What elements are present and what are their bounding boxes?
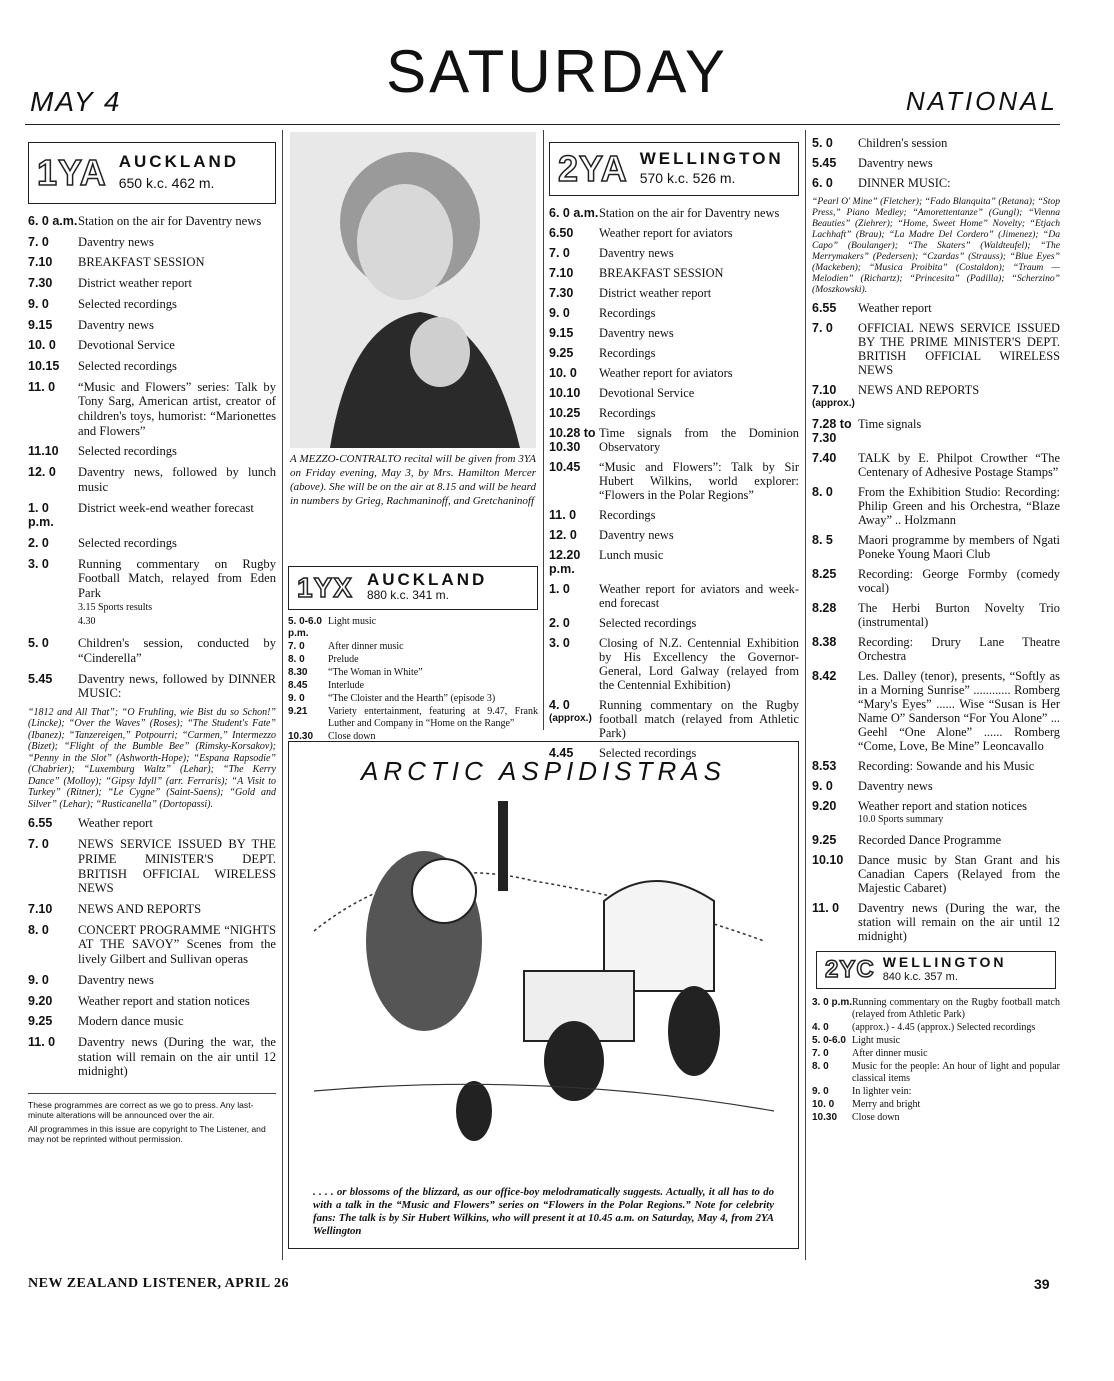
entry-time: 7.10 (28, 902, 53, 916)
entry-time: 3. 0 (28, 556, 49, 571)
entry-description: From the Exhibition Studio: Recording: Philip Green and his Orchestra, “Blaze Away” .. Holzmann (858, 485, 1060, 527)
station-frequency: 840 k.c. 357 m. (882, 971, 958, 983)
entry-description: Recordings (599, 346, 656, 360)
entry-description: Running commentary on the Rugby football match (relayed from Athletic Park) (852, 997, 1060, 1020)
schedule-entry (28, 235, 276, 250)
entry-time: 9. 0 (28, 972, 49, 987)
entry-description: Closing of N.Z. Centennial Exhibition by His Excellency the Governor-General, Lord Galway (relayed from the Centennial Exhibition) (599, 636, 799, 692)
entry-description: Time signals (858, 417, 922, 431)
entry-time: 8.38 (812, 635, 837, 649)
sub-entry: 4.30 (78, 616, 96, 628)
schedule-entry (288, 706, 538, 730)
schedule-entry (812, 1112, 1060, 1124)
schedule-entry (812, 997, 1060, 1021)
entry-time: 4. 0 (812, 1022, 829, 1033)
station-city: AUCKLAND (366, 570, 488, 590)
schedule-entry (28, 672, 276, 701)
entry-time: 1. 0 p.m. (28, 500, 54, 530)
entry-time: 9.25 (28, 1014, 53, 1029)
schedule-entry (28, 557, 276, 631)
entry-description: Prelude (328, 654, 359, 665)
station-2ya-column (549, 142, 799, 766)
cartoon-title: ARCTIC ASPIDISTRAS (361, 756, 726, 786)
entry-time: 9. 0 (288, 693, 305, 704)
entry-description: DINNER MUSIC: (858, 176, 951, 190)
schedule-entry (812, 1086, 1060, 1098)
entry-description: TALK by E. Philpot Crowther “The Centenary of Adhesive Postage Stamps” (858, 451, 1060, 479)
entry-time: 8.53 (812, 759, 837, 773)
issue-date: MAY 4 (30, 86, 122, 117)
station-city: WELLINGTON (639, 149, 784, 169)
entry-time: 12. 0 (549, 528, 577, 542)
schedule-entry (28, 318, 276, 333)
schedule-entry (549, 636, 799, 692)
schedule-entry (28, 973, 276, 988)
entry-time: 4.45 (549, 746, 574, 760)
schedule-entry (549, 616, 799, 630)
entry-time: 5.45 (812, 156, 837, 170)
entry-time: 9.21 (288, 706, 308, 717)
dinner-music-list: “Pearl O' Mine” (Fletcher); “Fado Blanquita” (Retana); “Stop Press,” Piano Medley; “Amorettentanze” (Gungl); “Vienna Beauties” (Ziehrer); “Home, Sweet Home” Novelty; “Etjach Lachhaft” (Brau); “La Madre Del Cordero” (Jimenez); “Da Capo” (Boulanger); “The Skaters” (Waldteufel); “The Merrymakers” (Pedersen); “Czardas” (Strauss); “Blue Eyes” (Mackeben); “Musica Proibita” (Costaldon); “Traum — Melodien” (Richartz); “Princesita” (Padilla); “Scherzino” (Moszkowski). (812, 196, 1060, 295)
entry-time: 12. 0 (28, 465, 56, 480)
entry-description: Interlude (328, 680, 365, 691)
entry-description: Daventry news (During the war, the station will remain on the air until 12 midnight) (858, 901, 1060, 943)
station-1ya-column (28, 142, 276, 1144)
entry-description: “Music and Flowers” series: Talk by Tony Sarg, American artist, creator of children's toys, humorist: “Marionettes and Flowers” (78, 379, 276, 438)
copyright-note: All programmes in this issue are copyright to The Listener, and may not be reprinted without permission. (28, 1124, 266, 1145)
entry-time: 7. 0 (549, 246, 570, 260)
entry-description: Weather report and station notices (78, 993, 250, 1008)
schedule-entry (549, 246, 799, 260)
cartoon-panel (288, 741, 799, 1249)
entry-description: Recordings (599, 508, 656, 522)
schedule-entry (812, 417, 1060, 445)
entry-description: After dinner music (328, 641, 404, 652)
singer-photo (290, 132, 536, 448)
sub-entry: 3.15 Sports results (78, 601, 153, 613)
approx-note: (approx.) (812, 398, 855, 409)
schedule-entry (28, 923, 276, 967)
entry-description: (approx.) - 4.45 (approx.) Selected recordings (852, 1022, 1036, 1033)
schedule-entry (549, 346, 799, 360)
publication-footer: NEW ZEALAND LISTENER, APRIL 26 (28, 1276, 289, 1291)
schedule-entry (28, 338, 276, 353)
entry-time: 2. 0 (549, 616, 570, 630)
schedule-entry (549, 548, 799, 576)
schedule-entry (549, 386, 799, 400)
entry-description: Merry and bright (852, 1099, 921, 1110)
entry-time: 8.30 (288, 667, 308, 678)
entry-time: 9.15 (28, 317, 53, 332)
entry-time: 7.10 (549, 266, 574, 280)
station-frequency: 650 k.c. 462 m. (118, 175, 215, 191)
entry-description: After dinner music (852, 1048, 928, 1059)
entry-description: Weather report (78, 816, 153, 831)
schedule-entry (812, 301, 1060, 315)
entry-description: CONCERT PROGRAMME “NIGHTS AT THE SAVOY” Scenes from the lively Gilbert and Sullivan operas (78, 922, 276, 967)
station-logo-2ya (549, 142, 799, 196)
entry-description: Daventry news (599, 528, 674, 542)
schedule-entry (28, 214, 276, 229)
entry-description: Running commentary on the Rugby football match (relayed from Athletic Park) (599, 698, 799, 740)
entry-description: BREAKFAST SESSION (78, 255, 205, 270)
callsign: 2YA (558, 148, 628, 189)
photo-caption: A MEZZO-CONTRALTO recital will be given from 3YA on Friday evening, May 3, by Mrs. Hamilton Mercer (above). She will be on the air at 8.15 and will be heard in numbers by Grieg, Rachmaninoff, and Gretchaninoff (290, 453, 536, 507)
entry-description: Daventry news (599, 326, 674, 340)
schedule-entry (28, 816, 276, 831)
entry-time: 3. 0 (549, 636, 570, 650)
entry-description: Station on the air for Daventry news (599, 206, 780, 220)
callsign: 2YC (825, 956, 875, 983)
approx-note: (approx.) (549, 713, 592, 724)
entry-description: In lighter vein: (852, 1086, 912, 1097)
entry-time: 7. 0 (812, 1048, 829, 1059)
entry-time: 5. 0 (28, 636, 49, 651)
entry-description: District weather report (599, 286, 712, 300)
entry-time: 10. 0 (28, 338, 56, 353)
entry-time: 7.10 (approx.) (812, 383, 858, 411)
entry-description: Selected recordings (78, 535, 177, 550)
schedule-entry (28, 444, 276, 459)
schedule-entry (28, 902, 276, 917)
schedule-entry (812, 1048, 1060, 1060)
entry-description: Devotional Service (599, 386, 695, 400)
schedule-entry (28, 359, 276, 374)
schedule-entry (812, 1061, 1060, 1085)
entry-time: 10.28 to 10.30 (549, 426, 596, 454)
schedule-entry (549, 226, 799, 240)
entry-time: 11. 0 (28, 379, 56, 394)
entry-description: Running commentary on Rugby Football Match, relayed from Eden Park 3.15 Sports results 4.30 (78, 557, 276, 631)
schedule-entry (549, 582, 799, 610)
entry-description: Weather report for aviators and week-end forecast (599, 582, 799, 610)
schedule-entry (549, 366, 799, 380)
entry-time: 9. 0 (812, 779, 833, 793)
entry-time: 10.10 (812, 853, 844, 867)
schedule-entry (812, 156, 1060, 170)
entry-time: 6.50 (549, 226, 574, 240)
network-label: NATIONAL (905, 86, 1058, 116)
entry-time: 6. 0 a.m. (549, 206, 599, 220)
schedule-entry (288, 680, 538, 692)
schedule-entry (812, 567, 1060, 595)
entry-description: Recording: Drury Lane Theatre Orchestra (858, 635, 1060, 663)
schedule-entry (288, 641, 538, 653)
entry-time: 5. 0-6.0 (812, 1035, 846, 1046)
entry-description: Recording: George Formby (comedy vocal) (858, 567, 1060, 595)
schedule-entry (28, 276, 276, 291)
entry-time: 7.10 (28, 255, 53, 270)
station-logo-1ya (28, 142, 276, 204)
entry-description: Maori programme by members of Ngati Poneke Young Maori Club (858, 533, 1060, 561)
callsign: 1YX (297, 572, 353, 603)
entry-time: 12.20 p.m. (549, 548, 581, 576)
schedule-entry (812, 601, 1060, 629)
schedule-entry (812, 176, 1060, 190)
entry-time: 8. 0 (288, 654, 305, 665)
entry-time: 7. 0 (812, 321, 833, 335)
entry-description: Time signals from the Dominion Observatory (599, 426, 799, 454)
entry-time: 2. 0 (28, 535, 49, 550)
entry-time: 5. 0 (812, 136, 833, 150)
entry-description: Light music (852, 1035, 901, 1046)
entry-description: Daventry news (78, 972, 154, 987)
station-city: WELLINGTON (882, 954, 1007, 971)
schedule-entry (28, 1014, 276, 1029)
entry-description: Weather report for aviators (599, 366, 733, 380)
entry-time: 7. 0 (28, 234, 49, 249)
schedule-entry (812, 1022, 1060, 1034)
schedule-entry (28, 1035, 276, 1079)
schedule-entry (812, 451, 1060, 479)
schedule-entry (28, 994, 276, 1009)
entry-description: Daventry news (78, 234, 154, 249)
entry-time: 9. 0 (549, 306, 570, 320)
schedule-entry (288, 693, 538, 705)
entry-time: 7. 0 (28, 837, 49, 852)
entry-description: Recordings (599, 406, 656, 420)
entry-time: 1. 0 (549, 582, 570, 596)
entry-description: “The Woman in White” (328, 667, 423, 678)
entry-time: 8. 0 (812, 1061, 829, 1072)
entry-description: Music for the people: An hour of light and popular classical items (852, 1061, 1060, 1084)
entry-time: 7.28 to 7.30 (812, 417, 852, 445)
entry-description: Close down (852, 1112, 900, 1123)
entry-description: Les. Dalley (tenor), presents, “Softly as in a Morning Sunrise” ............ Romberg “Mary's Eyes” ...... Wise “Susan is Her Name O” Sanderson “For You Alone” ... Geehl “One Alone” ...... Romberg “Come, Love, Be Mine” Leoncavallo (858, 669, 1060, 753)
entry-description: Daventry news (78, 317, 154, 332)
entry-time: 5. 0-6.0 p.m. (288, 616, 322, 639)
entry-time: 8. 0 (812, 485, 833, 499)
entry-time: 9.25 (812, 833, 837, 847)
entry-time: 7. 0 (288, 641, 305, 652)
page-number: 39 (1034, 1276, 1050, 1292)
schedule-entry (28, 255, 276, 270)
entry-time: 9.20 (812, 799, 837, 813)
entry-description: Station on the air for Daventry news (78, 214, 262, 228)
station-city: AUCKLAND (118, 152, 240, 172)
schedule-entry (812, 136, 1060, 150)
entry-time: 8. 5 (812, 533, 833, 547)
schedule-entry (288, 654, 538, 666)
entry-description: Lunch music (599, 548, 664, 562)
entry-time: 9.15 (549, 326, 574, 340)
entry-time: 9.20 (28, 993, 53, 1008)
schedule-entry (549, 406, 799, 420)
schedule-entry (549, 286, 799, 300)
schedule-entry (812, 779, 1060, 793)
column-divider (543, 130, 544, 730)
entry-description: Light music (328, 616, 377, 627)
entry-description: Recorded Dance Programme (858, 833, 1002, 847)
entry-description: Daventry news (858, 779, 933, 793)
schedule-entry (288, 667, 538, 679)
station-1yx-column (288, 566, 538, 744)
station-frequency: 570 k.c. 526 m. (639, 170, 736, 186)
column-divider (805, 130, 806, 1260)
schedule-entry (812, 383, 1060, 411)
entry-description: Daventry news (599, 246, 674, 260)
entry-time: 5.45 (28, 671, 53, 686)
entry-time: 9. 0 (28, 296, 49, 311)
entry-time: 6. 0 a.m. (28, 214, 78, 228)
schedule-entry (812, 669, 1060, 753)
entry-time: 10.15 (28, 358, 60, 373)
entry-time: 9.25 (549, 346, 574, 360)
entry-description: “The Cloister and the Hearth” (episode 3) (328, 693, 496, 704)
schedule-entry (549, 508, 799, 522)
schedule-entry (28, 636, 276, 665)
station-logo-1yx (288, 566, 538, 610)
sub-entry: 10.0 Sports summary (858, 814, 944, 825)
entry-description: Children's session, conducted by “Cinderella” (78, 636, 276, 665)
schedule-entry (28, 297, 276, 312)
entry-time: 7.30 (28, 276, 53, 291)
entry-description: Selected recordings (599, 616, 697, 630)
schedule-entry (549, 698, 799, 740)
schedule-entry (549, 426, 799, 454)
entry-time: 7.40 (812, 451, 837, 465)
schedule-entry (812, 901, 1060, 943)
entry-description: Weather report (858, 301, 932, 315)
entry-description: Selected recordings (599, 746, 697, 760)
entry-time: 4. 0 (approx.) (549, 698, 599, 740)
entry-time: 10.30 (812, 1112, 838, 1123)
entry-time: 9. 0 (812, 1086, 829, 1097)
schedule-entry (549, 460, 799, 502)
entry-time: 10. 0 (549, 366, 577, 380)
entry-description: District weather report (78, 276, 192, 291)
entry-time: 6. 0 (812, 176, 833, 190)
schedule-entry (812, 759, 1060, 773)
entry-time: 10.25 (549, 406, 581, 420)
cartoon-illustration (294, 791, 794, 1151)
schedule-entry (28, 501, 276, 530)
schedule-entry (28, 837, 276, 896)
schedule-entry (549, 528, 799, 542)
copyright-note: These programmes are correct as we go to press. Any last-minute alterations will be announced over the air. (28, 1100, 254, 1121)
entry-description: Daventry news (858, 156, 933, 170)
schedule-entry (812, 853, 1060, 895)
entry-description: Weather report and station notices 10.0 Sports summary (858, 799, 1060, 827)
entry-time: 10.10 (549, 386, 581, 400)
schedule-entry (812, 1099, 1060, 1111)
entry-description: The Herbi Burton Novelty Trio (instrumental) (858, 601, 1060, 629)
header-rule (25, 124, 1060, 125)
schedule-entry (812, 799, 1060, 827)
cartoon-caption: . . . . or blossoms of the blizzard, as our office-boy melodramatically suggests. Actually, it all has to do with a talk in the “Music and Flowers” series on “Flowers in the Polar Regions.” Note for celebrity fans: The talk is by Sir Hubert Wilkins, who will present it at 10.45 a.m. on Saturday, May 4, from 2YA Wellington (313, 1186, 774, 1237)
station-frequency: 880 k.c. 341 m. (366, 588, 449, 602)
entry-description: Daventry news, followed by lunch music (78, 465, 276, 494)
entry-time: 11. 0 (549, 508, 577, 522)
entry-description: Daventry news (During the war, the station will remain on the air until 12 midnight) (78, 1034, 276, 1079)
entry-description: Selected recordings (78, 444, 177, 459)
entry-description: Selected recordings (78, 358, 177, 373)
schedule-entry (28, 465, 276, 494)
schedule-entry (812, 833, 1060, 847)
schedule-entry (28, 536, 276, 551)
entry-description: Recordings (599, 306, 656, 320)
entry-time: 8. 0 (28, 922, 49, 937)
column-divider (282, 130, 283, 1260)
schedule-entry (549, 266, 799, 280)
entry-description: “Music and Flowers”: Talk by Sir Hubert Wilkins, world explorer: “Flowers in the Polar Regions” (599, 460, 799, 502)
entry-time: 8.25 (812, 567, 837, 581)
page-title: SATURDAY (386, 38, 728, 105)
schedule-entry (28, 380, 276, 439)
entry-description: Selected recordings (78, 296, 177, 311)
entry-description: Variety entertainment, featuring at 9.47, Frank Luther and Company in “Home on the Range” (328, 706, 538, 729)
entry-description: District week-end weather forecast (78, 500, 254, 515)
entry-time: 11. 0 (812, 901, 840, 915)
entry-description: NEWS AND REPORTS (858, 383, 980, 397)
entry-description: BREAKFAST SESSION (599, 266, 724, 280)
entry-time: 6.55 (812, 301, 837, 315)
entry-time: 8.42 (812, 669, 837, 683)
entry-description: Children's session (858, 136, 948, 150)
entry-description: Daventry news, followed by DINNER MUSIC: (78, 671, 276, 701)
entry-time: 10.45 (549, 460, 581, 474)
entry-time: 6.55 (28, 816, 53, 831)
schedule-entry (812, 1035, 1060, 1047)
entry-description: OFFICIAL NEWS SERVICE ISSUED BY THE PRIME MINISTER'S DEPT. BRITISH OFFICIAL WIRELESS NEWS (858, 321, 1060, 377)
schedule-entry (812, 485, 1060, 527)
entry-time: 10.30 (288, 731, 314, 742)
schedule-entry (549, 326, 799, 340)
entry-description: Modern dance music (78, 1014, 184, 1029)
entry-description: Devotional Service (78, 338, 175, 353)
entry-description: NEWS AND REPORTS (78, 902, 202, 916)
entry-time: 11. 0 (28, 1034, 56, 1049)
station-logo-2yc (816, 951, 1056, 989)
schedule-entry (288, 616, 538, 640)
entry-time: 8.45 (288, 680, 308, 691)
dinner-music-list: “1812 and All That”; “O Fruhling, wie Bist du so Schon!” (Lincke); “Over the Waves” (Roses); “The Student's Fate” (Ibanez); “Tanzereigen,” Potpourri; “Carmen,” Intermezzo (Bizet); “Flight of the Bumble Bee” (Rimsky-Korsakov); “Penny in the Slot” (Ashworth-Hope); “Espana Rapsodie” (Chabrier); “Luxemburg Waltz” (Lehar); “The Kerry Dance” (Molloy); “Gipsy Idyll” (arr. Ferraris); “A Visit to Turkey” (Ritner); “Le Cygne” (Saint-Saens); “Gold and Silver” (Lehar); “Rusticanella” (Dortopassi). (28, 706, 276, 810)
station-2ya-evening-column (812, 136, 1060, 1125)
entry-time: 10. 0 (812, 1099, 835, 1110)
entry-description: Weather report for aviators (599, 226, 733, 240)
schedule-entry (549, 206, 799, 220)
schedule-entry (812, 635, 1060, 663)
entry-time: 3. 0 p.m. (812, 997, 853, 1008)
entry-description: NEWS SERVICE ISSUED BY THE PRIME MINISTER'S DEPT. BRITISH OFFICIAL WIRELESS NEWS (78, 837, 276, 896)
entry-time: 11.10 (28, 444, 59, 459)
entry-description: Recording: Sowande and his Music (858, 759, 1035, 773)
schedule-entry (812, 321, 1060, 377)
entry-time: 8.28 (812, 601, 837, 615)
callsign: 1YA (37, 152, 107, 193)
schedule-entry (549, 306, 799, 320)
entry-description: Dance music by Stan Grant and his Canadian Capers (Relayed from the Majestic Cabaret) (858, 853, 1060, 895)
entry-description: Close down (328, 731, 376, 742)
entry-time: 7.30 (549, 286, 574, 300)
schedule-entry (812, 533, 1060, 561)
